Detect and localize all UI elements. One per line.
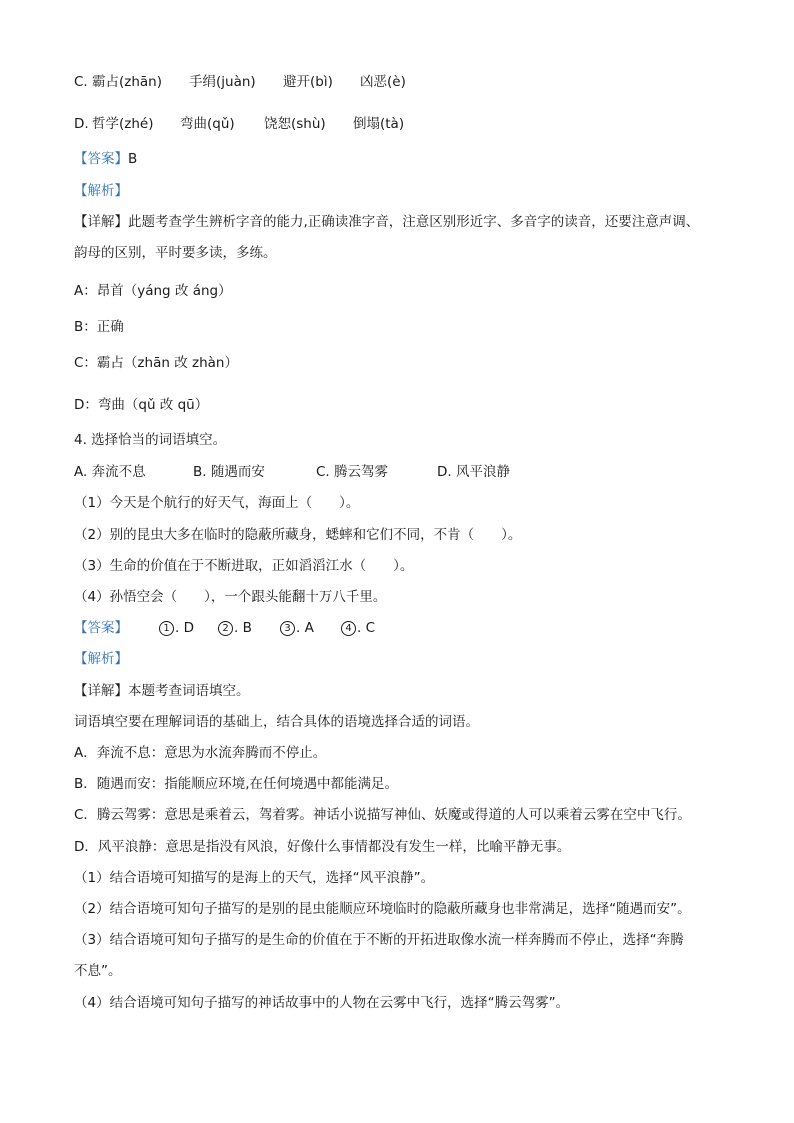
q4-answer-3: 3 . A	[280, 619, 314, 637]
q4-analysis-line-10: （4）结合语境可知句子描写的神话故事中的人物在云雾中飞行，选择“腾云驾雾”。	[74, 995, 570, 1011]
q4-title: 4. 选择恰当的词语填空。	[74, 432, 227, 448]
q3-analysis-heading	[74, 182, 128, 200]
q3-d-word-4: 倒塌(tà)	[353, 116, 405, 132]
option-label: D.	[74, 116, 89, 132]
circled-number: 2	[218, 621, 233, 636]
q4-analysis-line-4: C．腾云驾雾：意思是乘着云，驾着雾。神话小说描写神仙、妖魔或得道的人可以乘着云雾在空中飞行。	[74, 807, 691, 823]
option-label: C.	[74, 74, 88, 90]
q3-detail-line-1	[74, 213, 699, 231]
q4-answer-4: 4 . C	[341, 619, 375, 637]
q4-option-a: A. 奔流不息	[74, 464, 146, 480]
circled-number: 4	[341, 621, 356, 636]
q3-answer	[74, 150, 137, 168]
q3-c-word-4: 凶恶(è)	[360, 74, 406, 90]
q3-c-word-1: 霸占(zhān)	[92, 74, 163, 90]
q3-detail-line-2: 韵母的区别，平时要多读，多练。	[74, 245, 277, 261]
q4-analysis-line-1: 词语填空要在理解词语的基础上，结合具体的语境选择合适的词语。	[74, 714, 479, 730]
q4-analysis-line-7: （2）结合语境可知句子描写的是别的昆虫能顺应环境临时的隐蔽所藏身也非常满足，选择“随遇而安”。	[74, 901, 691, 917]
detail-text: 此题考查学生辨析字音的能力,正确读准字音，注意区别形近字、多音字的读音，还要注意声调、	[128, 214, 700, 230]
analysis-tag: 【解析】	[74, 651, 128, 667]
q4-answer-2: 2 . B	[218, 619, 252, 637]
q4-sentence-2: （2）别的昆虫大多在临时的隐蔽所藏身，蟋蟀和它们不同，不肯（ ）。	[74, 527, 522, 543]
q4-sentence-4: （4）孙悟空会（ ），一个跟头能翻十万八千里。	[74, 589, 387, 605]
q4-option-d: D. 风平浪静	[437, 464, 510, 480]
q3-d-word-1: 哲学(zhé)	[92, 116, 154, 132]
q3-analysis-item-c: C：霸占（zhān 改 zhàn）	[74, 355, 238, 371]
answer-value: B	[128, 151, 138, 167]
q3-analysis-item-a: A：昂首（yáng 改 áng）	[74, 283, 232, 299]
q4-answer-1: 1 . D	[159, 619, 194, 637]
q4-detail	[74, 682, 250, 700]
circled-number: 1	[159, 621, 174, 636]
q4-analysis-line-9: 不息”。	[74, 963, 122, 979]
detail-text: 本题考查词语填空。	[128, 683, 250, 699]
detail-tag: 【详解】	[74, 214, 128, 230]
q4-analysis-line-8: （3）结合语境可知句子描写的是生命的价值在于不断的开拓进取像水流一样奔腾而不停止，选择“奔腾	[74, 932, 684, 948]
q4-option-c: C. 腾云驾雾	[316, 464, 389, 480]
detail-tag: 【详解】	[74, 683, 128, 699]
analysis-tag: 【解析】	[74, 183, 128, 199]
q3-d-word-2: 弯曲(qǔ)	[180, 116, 235, 132]
q4-analysis-line-2: A．奔流不息：意思为水流奔腾而不停止。	[74, 745, 327, 761]
q4-analysis-line-5: D．风平浪静：意思是指没有风浪，好像什么事情都没有发生一样，比喻平静无事。	[74, 839, 571, 855]
q4-sentence-3: （3）生命的价值在于不断进取，正如滔滔江水（ ）。	[74, 558, 414, 574]
answer-tag: 【答案】	[74, 620, 128, 636]
q3-option-d	[74, 115, 89, 133]
q3-c-word-3: 避开(bì)	[283, 74, 333, 90]
answer-tag: 【答案】	[74, 151, 128, 167]
q4-answer	[74, 619, 128, 637]
q4-option-b: B. 随遇而安	[193, 464, 265, 480]
q4-analysis-line-3: B．随遇而安：指能顺应环境,在任何境遇中都能满足。	[74, 776, 399, 792]
q3-analysis-item-b: B：正确	[74, 319, 124, 335]
q3-c-word-2: 手绢(juàn)	[189, 74, 256, 90]
q4-sentence-1: （1）今天是个航行的好天气，海面上（ ）。	[74, 495, 360, 511]
q4-analysis-line-6: （1）结合语境可知描写的是海上的天气，选择“风平浪静”。	[74, 870, 435, 886]
q3-analysis-item-d: D：弯曲（qǔ 改 qū）	[74, 397, 209, 413]
q3-option-c	[74, 73, 88, 91]
circled-number: 3	[280, 621, 295, 636]
q3-d-word-3: 饶恕(shù)	[264, 116, 326, 132]
q4-analysis-heading	[74, 650, 128, 668]
